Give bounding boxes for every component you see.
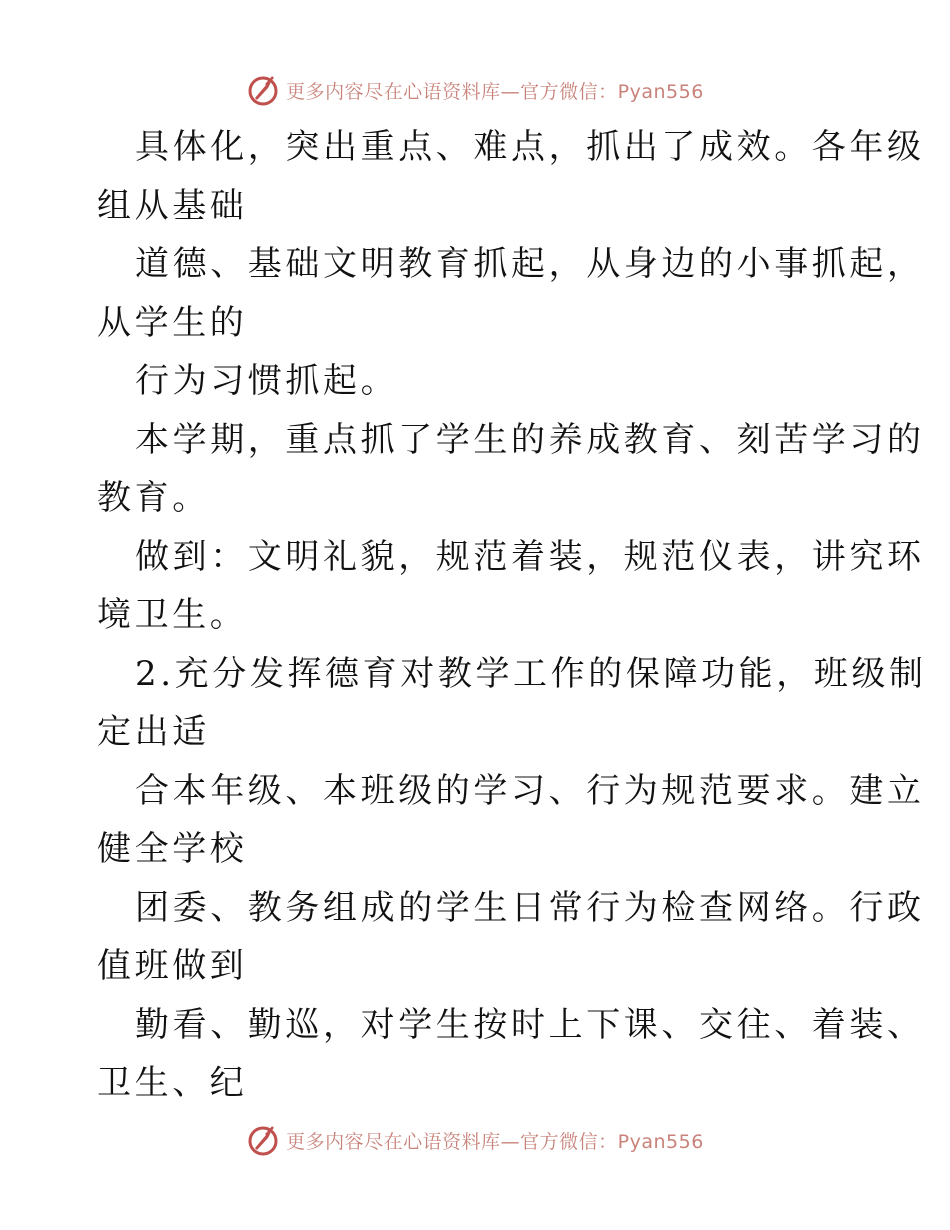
text-line: 组从基础: [97, 185, 248, 226]
footer-watermark: [0, 1120, 950, 1160]
header-watermark: [0, 70, 950, 110]
text-line: 做到：文明礼貌，规范着装，规范仪表，讲究环: [135, 536, 925, 577]
text-line: 境卫生。: [97, 595, 248, 635]
text-line: 勤看、勤巡，对学生按时上下课、交往、着装、: [135, 1004, 925, 1045]
text-line: 值班做到: [97, 946, 248, 986]
text-line: 定出适: [97, 712, 210, 752]
text-line: 合本年级、本班级的学习、行为规范要求。建立: [135, 770, 925, 811]
watermark-text: 更多内容尽在心语资料库—官方微信：Pyan556: [286, 80, 704, 103]
pen-nib-logo-icon: [246, 1123, 280, 1157]
text-line: 具体化，突出重点、难点，抓出了成效。各年级: [135, 127, 925, 167]
text-line: 道德、基础文明教育抓起，从身边的小事抓起，: [135, 244, 925, 284]
text-line: 行为习惯抓起。: [135, 361, 399, 401]
document-body: [97, 118, 927, 1113]
text-line: 2.充分发挥德育对教学工作的保障功能，班级制: [135, 653, 927, 694]
text-line: 本学期，重点抓了学生的养成教育、刻苦学习的: [135, 419, 925, 460]
text-line: 从学生的: [97, 302, 248, 343]
pen-nib-logo-icon: [246, 73, 280, 107]
text-line: 健全学校: [97, 829, 248, 869]
text-line: 卫生、纪: [97, 1063, 248, 1103]
text-line: 教育。: [97, 478, 210, 518]
watermark-text: 更多内容尽在心语资料库—官方微信：Pyan556: [286, 1130, 704, 1153]
text-line: 团委、教务组成的学生日常行为检查网络。行政: [135, 887, 925, 928]
